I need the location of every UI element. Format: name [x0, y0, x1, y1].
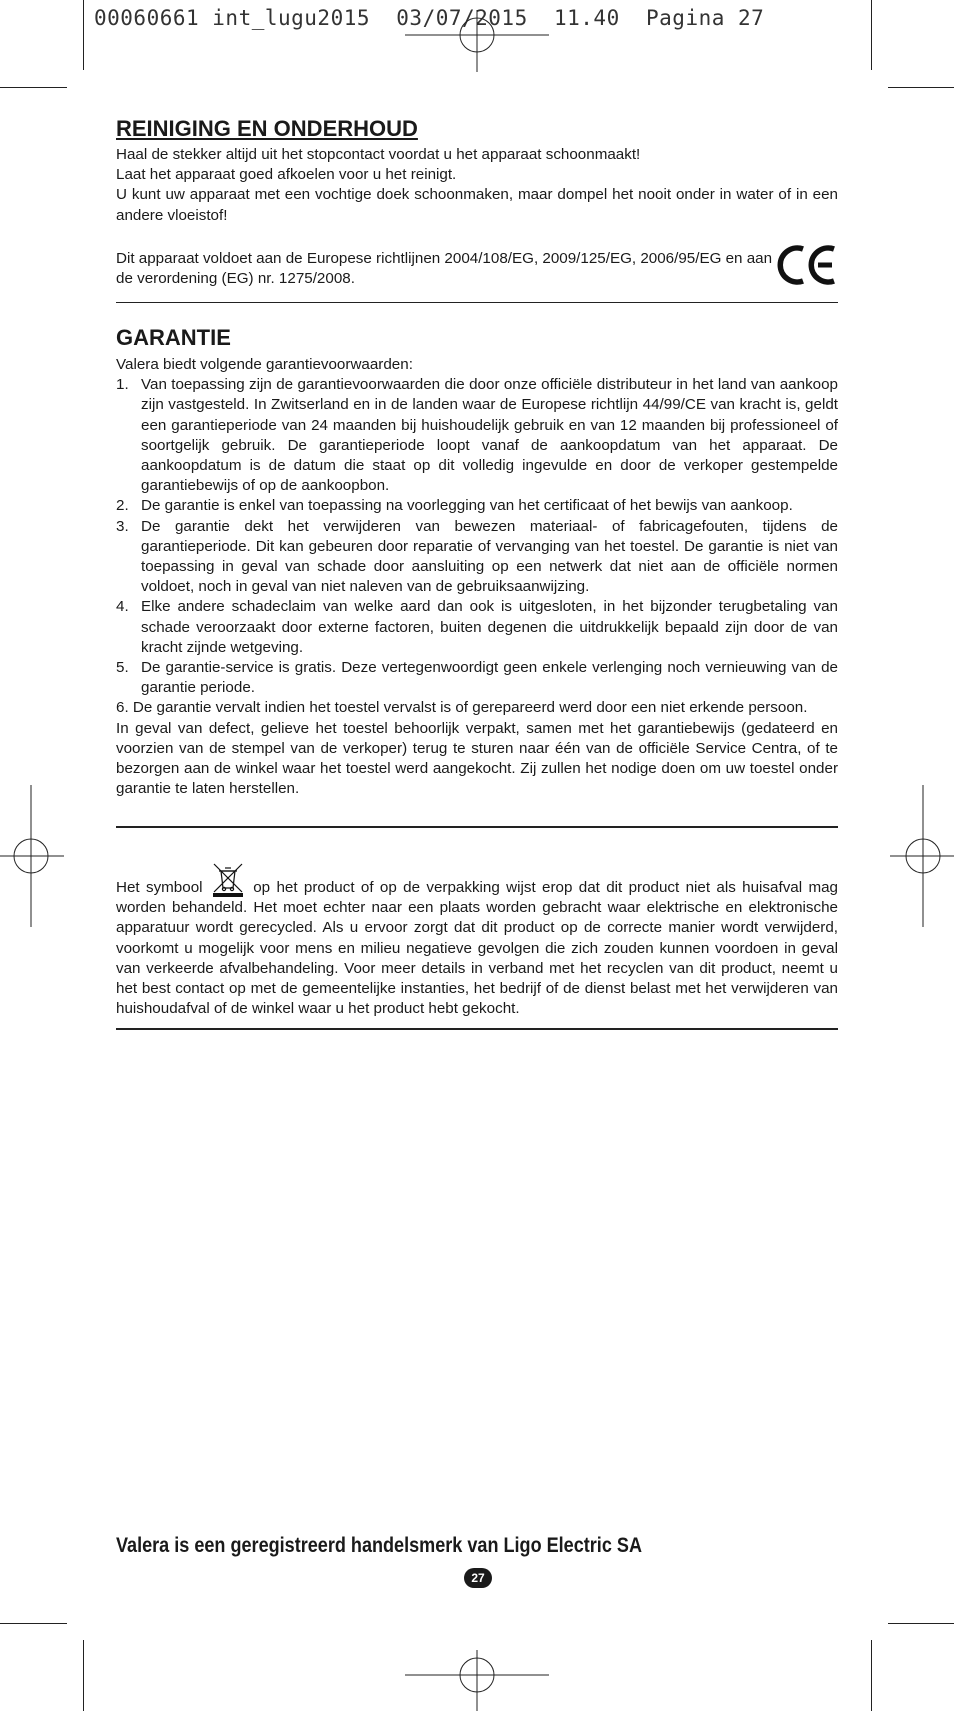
cleaning-section: [116, 145, 838, 226]
crop-mark-bottom-left-v: [83, 1640, 84, 1711]
list-item: 5. De garantie-service is gratis. Deze vertegenwoordigt geen enkele verlenging noch vernieuwing van de garantie periode.: [116, 659, 838, 697]
cleaning-line-3: U kunt uw apparaat met een vochtige doek schoonmaken, maar dompel het nooit onder in water of in een andere vloeistof!: [116, 186, 838, 224]
warranty-item-6: 6. De garantie vervalt indien het toestel vervalst is of gerepareerd werd door een niet erkende persoon.: [116, 699, 808, 717]
crop-mark-bottom-right-h: [888, 1623, 954, 1624]
list-item: 4. Elke andere schadeclaim van welke aard dan ook is uitgesloten, in het bijzonder terugbetaling van schade veroorzaakt door externe factoren, buiten degenen die uitdrukkelijk bepaald zijn door de van kracht zijnde wetgeving.: [116, 598, 838, 656]
section-divider-1: [116, 302, 838, 303]
crop-mark-top-left-v: [83, 0, 84, 70]
warranty-intro: Valera biedt volgende garantievoorwaarden:: [116, 356, 413, 373]
warranty-section: [116, 355, 838, 799]
cleaning-title: REINIGING EN ONDERHOUD: [116, 116, 418, 141]
cleaning-line-1: Haal de stekker altijd uit het stopcontact voordat u het apparaat schoonmaakt!: [116, 146, 641, 163]
crop-mark-top-right-v: [871, 0, 872, 70]
list-item: 3. De garantie dekt het verwijderen van bewezen materiaal- of fabricagefouten, tijdens de garantieperiode. Dit kan gebeuren door reparatie of vervanging van het toestel. De garantie is niet van toepassing in geval van schade door aansluiting op een netwerk dat niet aan de officiële normen voldoet, noch in geval van niet naleven van de gebruiksaanwijzing.: [116, 517, 838, 596]
crossed-out-bin-icon: [211, 862, 245, 898]
crop-mark-top-left-h: [0, 87, 67, 88]
weee-section: [116, 862, 838, 1019]
list-item: 1. Van toepassing zijn de garantievoorwaarden die door onze officiële distributeur in het land van aankoop zijn vastgesteld. In Zwitserland en in de landen waar de Europese richtlijn 44/99/CE van kracht is, geldt een garantieperiode van 24 maanden bij huishoudelijk gebruik en van 12 maanden bij professioneel of soortgelijk gebruik. De garantieperiode loopt vanaf de aankoopdatum van het apparaat. De aankoopdatum is de datum die staat op dit volledig ingevulde en door de verkoper gestempelde garantiebewijs of op de aankoopbon.: [116, 376, 838, 495]
page-number-badge: 27: [464, 1568, 492, 1588]
warranty-title: GARANTIE: [116, 325, 231, 350]
ce-mark-icon: [776, 244, 838, 286]
section-divider-3: [116, 1028, 838, 1030]
warranty-defect-text: In geval van defect, gelieve het toestel behoorlijk verpakt, samen met het garantiebewijs (gedateerd en voorzien van de stempel van de verkoper) terug te sturen naar één van de officiële Service Centra, of te bezorgen aan de winkel waar het toestel werd aangekocht. Zij zullen het nodige doen om uw toestel onder garantie te laten herstellen.: [116, 719, 838, 798]
cleaning-line-2: Laat het apparaat goed afkoelen voor u het reinigt.: [116, 166, 457, 184]
trademark-text: Valera is een geregistreerd handelsmerk van Ligo Electric SA: [116, 1534, 642, 1557]
weee-body: op het product of op de verpakking wijst erop dat dit product niet als huisafval mag worden behandeld. Het moet echter naar een plaats worden gebracht waar elektrische en elektronische apparatuur wordt gerecycled. Als u ervoor zorgt dat dit product op de correcte manier wordt verwijderd, voorkomt u mogelijk voor mens en milieu negatieve gevolgen die zich zouden kunnen voordoen in geval van verkeerde afvalbehandeling. Voor meer details in verband met het recyclen van dit product, neemt u het best contact op met de gemeentelijke instanties, het bedrijf of de dienst belast met het verwijderen van huishoudafval of de winkel waar u het product hebt gekocht.: [116, 879, 838, 1018]
crop-mark-top-right-h: [888, 87, 954, 88]
registration-mark-left-icon: [0, 785, 64, 927]
compliance-text: Dit apparaat voldoet aan de Europese richtlijnen 2004/108/EG, 2009/125/EG, 2006/95/EG en aan de verordening (EG) nr. 1275/2008.: [116, 250, 773, 288]
registration-mark-right-icon: [890, 785, 954, 927]
print-slug: 00060661 int_lugu2015 03/07/2015 11.40 Pagina 27: [94, 6, 765, 30]
ce-mark-text: CE: [776, 244, 778, 245]
crop-mark-bottom-right-v: [871, 1640, 872, 1711]
weee-prefix: Het symbool: [116, 879, 209, 896]
weee-text: [116, 862, 838, 1019]
crop-mark-bottom-left-h: [0, 1623, 67, 1624]
registration-mark-top-icon: [405, 10, 549, 72]
section-divider-2: [116, 826, 838, 828]
registration-mark-bottom-icon: [405, 1650, 549, 1711]
list-item: 2. De garantie is enkel van toepassing na voorlegging van het certificaat of het bewijs van aankoop.: [116, 497, 793, 515]
warranty-list: [116, 375, 838, 698]
